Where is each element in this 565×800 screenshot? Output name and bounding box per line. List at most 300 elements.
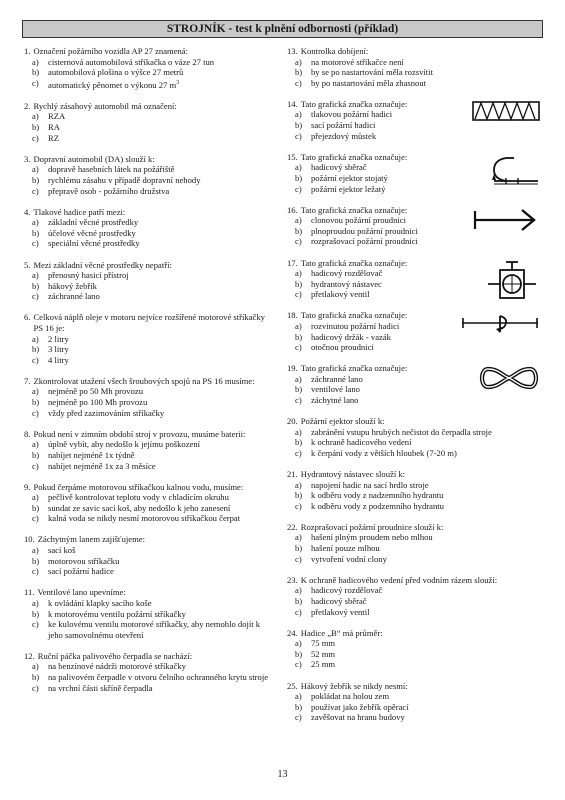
option-text-content: hákový žebřík: [48, 280, 97, 291]
option-text-content: vytvoření vodní clony: [311, 553, 387, 564]
option-text-content: vždy před zazimováním stříkačky: [48, 407, 165, 418]
option-label: a): [295, 56, 302, 67]
answer-option: [287, 659, 542, 670]
option-text: [311, 131, 542, 142]
option-label: c): [32, 291, 39, 302]
answer-option: [287, 67, 542, 78]
option-label: b): [295, 543, 303, 554]
question-stem: [24, 651, 274, 662]
answer-option: [287, 543, 542, 554]
option-text: [48, 492, 274, 503]
option-label: a): [295, 320, 302, 331]
answer-option: [24, 133, 274, 144]
question-text: Požární ejektor slouží k:: [300, 416, 385, 427]
option-label: a): [32, 56, 39, 67]
option-text: [48, 556, 274, 567]
question-number: 10.: [24, 534, 35, 545]
option-label: b): [32, 502, 40, 513]
question-text: K ochraně hadicového vedení před vodním rázem slouží:: [300, 574, 498, 585]
option-text: [48, 609, 274, 620]
option-label: b): [295, 701, 303, 712]
answer-option: [24, 122, 274, 133]
answer-option: [287, 554, 542, 565]
question-number: 3.: [24, 153, 31, 164]
answer-option: [24, 672, 274, 683]
option-text-content: na palivovém čerpadle v otvoru čelního ochranného krytu stroje: [48, 672, 269, 682]
option-label: c): [295, 500, 302, 511]
option-label: c): [295, 130, 302, 141]
question-number: 19.: [287, 363, 298, 374]
answer-option: [24, 57, 274, 68]
answer-option: [24, 683, 274, 694]
option-text: [48, 566, 274, 577]
answer-option: [287, 448, 542, 459]
question-number: 12.: [24, 650, 35, 661]
option-text-content: přetlakový ventil: [311, 606, 370, 617]
option-text-content: sací koš: [48, 545, 76, 556]
question-stem: [24, 46, 274, 57]
option-text: [48, 397, 274, 408]
option-label: c): [295, 183, 302, 194]
option-label: c): [32, 185, 39, 196]
option-label: a): [32, 439, 39, 450]
option-text: [48, 386, 274, 397]
question-text: Tato grafická značka označuje:: [300, 257, 408, 268]
answer-option: [24, 270, 274, 281]
question-stem: [24, 154, 274, 165]
option-text-content: k motorovému ventilu požární stříkačky: [48, 608, 186, 619]
question-text: Hákový žebřík se nikdy nesmí:: [300, 680, 408, 691]
answer-option: [24, 78, 274, 91]
option-text-content: tlakovou požární hadici: [311, 109, 393, 120]
answer-option: [287, 78, 542, 89]
answer-option: [287, 712, 542, 723]
option-text-content: hašení pouze mlhou: [311, 543, 380, 554]
option-text-content: zabránění vstupu hrubých nečistot do čerpadla stroje: [311, 426, 492, 437]
question-text: Pokud čerpáme motorovou stříkačkou kalnou vodu, musíme:: [33, 481, 244, 492]
option-text-content: k odběru vody z nadzemního hydrantu: [311, 490, 444, 501]
option-text-content: přenosný hasicí přístroj: [48, 270, 129, 281]
option-text: [48, 661, 274, 672]
option-label: a): [295, 109, 302, 120]
answer-option: [287, 691, 542, 702]
question-text: Tlakové hadice patří mezi:: [33, 206, 126, 217]
answer-option: [24, 492, 274, 503]
option-text-content: úplně vybít, aby nedošlo k jejímu poškození: [48, 439, 201, 450]
splitter-icon: [484, 260, 540, 307]
question-number: 9.: [24, 481, 31, 492]
option-text-content: nabíjet nejméně 1x za 3 měsíce: [48, 460, 156, 471]
question-text: Kontrolka dobíjení:: [300, 46, 369, 56]
option-text-content: zavěšovat na hranu budovy: [311, 712, 405, 723]
option-text-content: 3 litry: [48, 344, 69, 355]
option-text-content: sundat ze savic sací koš, aby nedošlo k jeho zanesení: [48, 502, 231, 513]
option-text: [48, 270, 274, 281]
question-number: 4.: [24, 206, 31, 217]
answer-option: [287, 57, 542, 68]
option-text: [48, 78, 274, 91]
answer-option: [24, 186, 274, 197]
option-label: a): [32, 217, 39, 228]
option-text-content: záchranné lano: [311, 373, 363, 384]
question-6: [24, 312, 274, 365]
option-text-content: 4 litry: [48, 354, 69, 365]
answer-option: [287, 607, 542, 618]
option-text: [311, 395, 542, 406]
option-label: b): [32, 67, 40, 78]
question-text: Tato grafická značka označuje:: [300, 151, 408, 162]
option-text-content: požární ejektor ležatý: [311, 183, 386, 194]
option-text-content: hadicový sběrač: [311, 595, 367, 606]
question-text: Záchytným lanem zajišťujeme:: [37, 534, 145, 545]
question-stem: [287, 416, 542, 427]
option-text: [48, 67, 274, 78]
option-label: a): [32, 164, 39, 175]
option-text-content: přejezdový můstek: [311, 130, 377, 141]
option-text: [311, 427, 542, 438]
option-label: b): [32, 174, 40, 185]
option-text-content: pečlivě kontrolovat teplotu vody v chladícím okruhu: [48, 492, 229, 503]
zigzag-hose-icon: [472, 101, 540, 124]
option-label: b): [295, 384, 303, 395]
option-text: [48, 439, 274, 450]
option-text: [311, 596, 542, 607]
question-stem: [24, 482, 274, 493]
option-label: b): [32, 672, 40, 682]
option-label: b): [295, 67, 303, 78]
option-label: b): [295, 172, 303, 183]
option-text-content: pokládat na holou zem: [311, 691, 390, 702]
question-text: Rozprašovací požární proudnice slouží k:: [300, 521, 444, 532]
question-stem: [24, 207, 274, 218]
option-text: [311, 691, 542, 702]
answer-option: [287, 236, 542, 247]
option-text: [311, 57, 542, 68]
answer-option: [24, 503, 274, 514]
option-label: b): [295, 595, 303, 606]
answer-option: [24, 217, 274, 228]
option-label: a): [295, 426, 302, 437]
option-label: c): [32, 238, 39, 249]
question-text: Ventilové lano upevníme:: [37, 587, 126, 598]
option-text-content: hadicový rozdělovač: [311, 268, 383, 279]
question-text: Označení požárního vozidla AP 27 znamená:: [33, 46, 189, 56]
question-stem: [24, 376, 274, 387]
option-text-content: nabíjet nejméně 1x týdně: [48, 449, 135, 460]
question-23: [287, 575, 542, 617]
question-24: [287, 628, 542, 670]
question-stem: [24, 101, 274, 112]
option-text: [311, 638, 542, 649]
option-label: a): [32, 333, 39, 344]
option-text-content: 75 mm: [311, 638, 336, 649]
question-number: 24.: [287, 627, 298, 638]
question-15: [287, 152, 542, 194]
option-text: [48, 344, 274, 355]
question-number: 6.: [24, 312, 31, 323]
option-text: [311, 607, 542, 618]
answer-option: [24, 439, 274, 450]
question-text: Hadice „B“ má průměr:: [300, 627, 383, 638]
answer-option: [287, 501, 542, 512]
option-text-content: plnoproudou požární proudnici: [311, 225, 418, 236]
question-25: [287, 681, 542, 723]
question-number: 23.: [287, 574, 298, 585]
option-label: b): [32, 280, 40, 291]
question-number: 1.: [24, 46, 31, 56]
option-text: [311, 67, 542, 78]
option-text: [311, 659, 542, 670]
option-text: [48, 619, 274, 640]
question-text: Zkontrolovat utažení všech šroubových spojů na PS 16 musíme:: [33, 375, 255, 386]
question-5: [24, 260, 274, 302]
option-text: [48, 217, 274, 228]
question-text: Dopravní automobil (DA) slouží k:: [33, 153, 155, 164]
question-stem: [287, 46, 542, 57]
answer-option: [24, 238, 274, 249]
option-text: [311, 236, 542, 247]
option-label: a): [295, 268, 302, 279]
option-label: c): [295, 395, 302, 406]
answer-option: [24, 344, 274, 355]
rope-icon: [478, 365, 540, 394]
question-stem: [287, 575, 542, 586]
option-text-content: otočnou proudnici: [311, 342, 374, 353]
question-text: Celková náplň oleje v motoru nejvíce rozšířené motorové stříkačky PS 16 je:: [33, 312, 265, 333]
question-22: [287, 522, 542, 564]
answer-option: [24, 450, 274, 461]
option-label: c): [295, 342, 302, 353]
option-label: c): [295, 447, 302, 458]
option-text-content: automobilová plošina o výšce 27 metrů: [48, 67, 184, 78]
question-text: Tato grafická značka označuje:: [300, 98, 408, 109]
option-text-content: sací požární hadici: [311, 120, 376, 131]
option-text: [48, 164, 274, 175]
option-text: [48, 450, 274, 461]
option-label: b): [32, 449, 40, 460]
option-text-content: 2 litry: [48, 333, 69, 344]
option-label: b): [32, 227, 40, 238]
question-stem: [287, 681, 542, 692]
option-text-content: přetlakový ventil: [311, 289, 370, 300]
option-label: a): [295, 162, 302, 173]
option-label: c): [295, 659, 302, 670]
question-21: [287, 469, 542, 511]
option-text-content: rozvinutou požární hadici: [311, 320, 400, 331]
option-text: [311, 543, 542, 554]
answer-option: [287, 437, 542, 448]
option-text: [311, 501, 542, 512]
question-text: Mezi základní věcné prostředky nepatří:: [33, 259, 172, 270]
answer-option: [287, 342, 542, 353]
answer-option: [24, 355, 274, 366]
option-text-content: sací požární hadice: [48, 566, 114, 577]
answer-option: [24, 397, 274, 408]
option-text-content: motorovou stříkačku: [48, 555, 120, 566]
answer-option: [24, 281, 274, 292]
option-text-content: základní věcné prostředky: [48, 217, 139, 228]
answer-option: [24, 334, 274, 345]
question-9: [24, 482, 274, 524]
answer-option: [24, 556, 274, 567]
option-label: c): [32, 619, 39, 630]
question-stem: [24, 312, 274, 333]
question-19: [287, 363, 542, 405]
answer-option: [287, 638, 542, 649]
question-text: Tato grafická značka označuje:: [300, 363, 408, 374]
option-text: [48, 122, 274, 133]
option-text-content: k odběru vody z podzemního hydrantu: [311, 500, 444, 511]
question-number: 17.: [287, 257, 298, 268]
question-number: 18.: [287, 310, 298, 321]
question-16: [287, 205, 542, 247]
option-text-content: přepravě osob - požárního družstva: [48, 185, 170, 196]
option-label: b): [295, 120, 303, 131]
answer-option: [24, 408, 274, 419]
question-14: [287, 99, 542, 141]
option-text-content: hydrantový nástavec: [311, 278, 382, 289]
option-text: [311, 448, 542, 459]
option-label: b): [32, 555, 40, 566]
option-text-content: hadicový držák - vazák: [311, 331, 391, 342]
question-number: 13.: [287, 46, 298, 56]
answer-option: [24, 619, 274, 640]
question-10: [24, 534, 274, 576]
option-label: b): [295, 331, 303, 342]
question-number: 22.: [287, 521, 298, 532]
answer-option: [287, 427, 542, 438]
option-text: [48, 683, 274, 694]
option-label: c): [32, 407, 39, 418]
option-text-content: napojení hadic na sací hrdlo stroje: [311, 479, 429, 490]
option-text-content: clonovou požární proudnici: [311, 215, 406, 226]
question-17: [287, 258, 542, 300]
option-text: [48, 461, 274, 472]
nozzle-arrow-icon: [472, 207, 540, 236]
option-text: [48, 228, 274, 239]
option-text-content: rozprašovací požární proudnici: [311, 236, 418, 247]
hose-holder-icon: [460, 312, 540, 337]
answer-option: [24, 513, 274, 524]
option-text: [311, 490, 542, 501]
answer-option: [287, 395, 542, 406]
question-number: 11.: [24, 587, 35, 598]
answer-option: [24, 291, 274, 302]
question-7: [24, 376, 274, 418]
question-stem: [24, 260, 274, 271]
option-text-content: požární ejektor stojatý: [311, 172, 388, 183]
questions-left-column: [24, 46, 274, 704]
answer-option: [24, 566, 274, 577]
option-label: b): [295, 490, 303, 501]
option-label: c): [32, 566, 39, 577]
option-text-content: k ovládání klapky sacího koše: [48, 597, 152, 608]
answer-option: [24, 164, 274, 175]
option-text-content: záchranné lano: [48, 291, 100, 302]
question-stem: [24, 534, 274, 545]
option-text-content: cisternová automobilová stříkačka o váze 27 tun: [48, 56, 215, 67]
option-text: [48, 513, 274, 524]
option-label: b): [295, 225, 303, 236]
option-label: c): [32, 354, 39, 365]
question-20: [287, 416, 542, 458]
option-label: c): [295, 236, 302, 247]
question-text: Rychlý zásahový automobil má označení:: [33, 100, 177, 111]
question-number: 15.: [287, 151, 298, 162]
option-text: [48, 175, 274, 186]
question-text: Ruční páčka palivového čerpadla se nachází:: [37, 650, 193, 661]
option-text: [311, 702, 542, 713]
answer-option: [24, 598, 274, 609]
option-label: b): [295, 278, 303, 289]
option-text: [48, 355, 274, 366]
question-text: Hydrantový nástavec slouží k:: [300, 469, 406, 479]
answer-option: [24, 661, 274, 672]
answer-option: [287, 649, 542, 660]
option-text: [48, 57, 274, 68]
option-label: a): [295, 585, 302, 596]
option-label: c): [32, 460, 39, 471]
option-text-content: kalná voda se nikdy nesmí motorovou stříkačkou čerpat: [48, 513, 241, 524]
option-label: b): [295, 437, 303, 448]
option-text: [311, 342, 542, 353]
question-stem: [24, 429, 274, 440]
option-text: [48, 503, 274, 514]
option-label: c): [295, 712, 302, 723]
answer-option: [24, 111, 274, 122]
option-label: c): [295, 553, 302, 564]
option-text: [311, 480, 542, 491]
answer-option: [24, 609, 274, 620]
option-label: a): [295, 373, 302, 384]
option-label: c): [32, 513, 39, 524]
option-label: b): [32, 122, 40, 133]
answer-option: [287, 596, 542, 607]
option-text: [48, 133, 274, 144]
option-text-content: používat jako žebřík opěrací: [311, 701, 409, 712]
option-label: b): [295, 648, 303, 659]
option-label: c): [295, 77, 302, 88]
option-label: c): [32, 77, 39, 88]
option-text-content: ventilové lano: [311, 384, 360, 395]
option-label: a): [32, 545, 39, 556]
answer-option: [287, 702, 542, 713]
option-text-content: by se po nastartování měla rozsvítit: [311, 67, 433, 78]
answer-option: [24, 386, 274, 397]
answer-option: [24, 461, 274, 472]
option-text-content: záchytné lano: [311, 395, 359, 406]
option-label: a): [32, 111, 39, 122]
option-label: a): [295, 638, 302, 649]
question-stem: [287, 469, 542, 480]
question-3: [24, 154, 274, 196]
option-label: a): [295, 691, 302, 702]
question-number: 25.: [287, 680, 298, 691]
question-number: 7.: [24, 375, 31, 386]
option-text-content: hašení plným proudem nebo mlhou: [311, 532, 433, 543]
question-number: 21.: [287, 469, 298, 479]
option-text: [48, 334, 274, 345]
question-1: [24, 46, 274, 90]
question-text: Tato grafická značka označuje:: [300, 310, 408, 321]
option-text-content: by po nastartování měla zhasnout: [311, 77, 427, 88]
option-text-content: RA: [48, 122, 60, 133]
answer-option: [287, 490, 542, 501]
option-text: [48, 281, 274, 292]
option-text-content: nejméně po 50 Mh provozu: [48, 386, 143, 397]
answer-option: [24, 545, 274, 556]
question-stem: [24, 587, 274, 598]
